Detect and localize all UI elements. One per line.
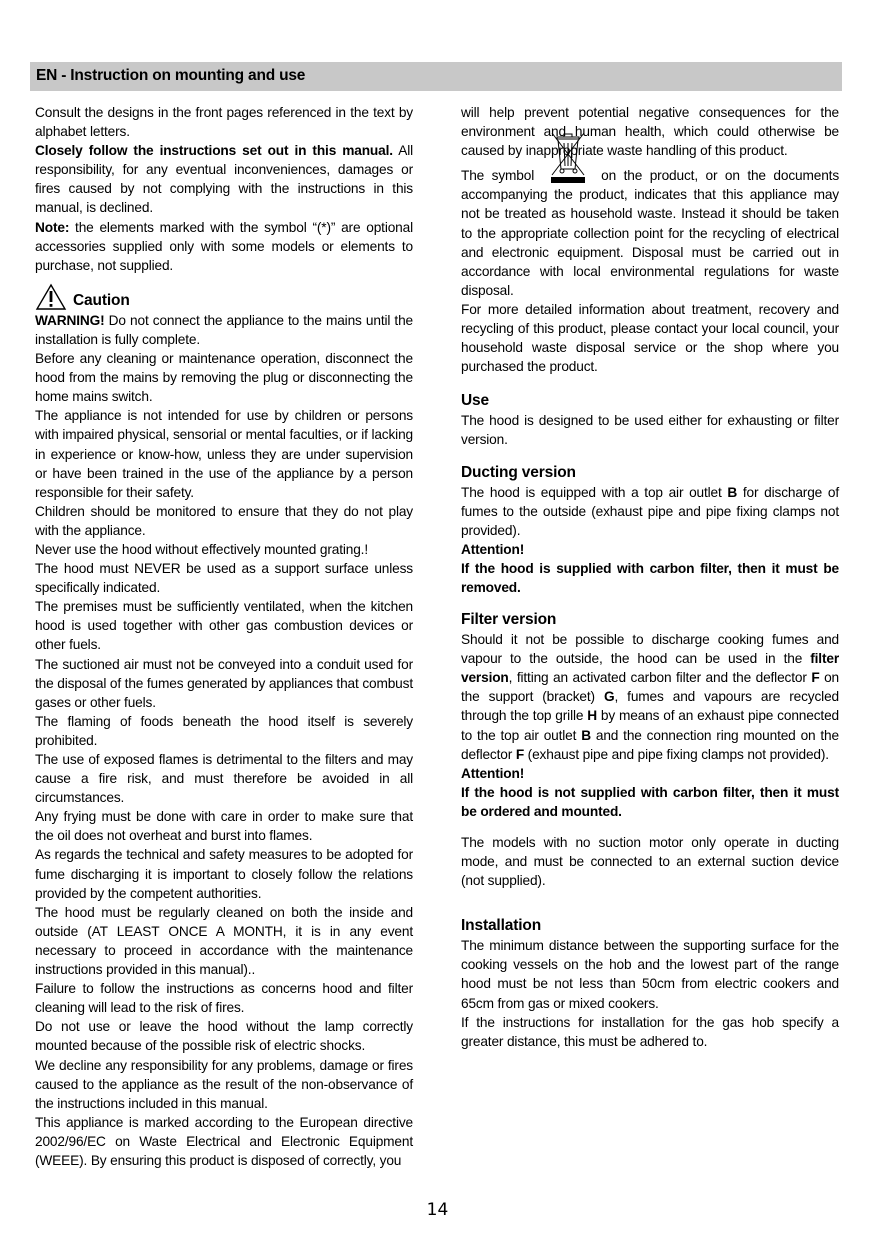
right-column <box>461 103 839 1051</box>
weee-symbol-paragraph: The symbol on the product, or on the documents accompanying the product, indicates that this appliance may not be treated as household waste. Instead it should be taken to the appropriate collection point for the recycling of electrical and electronic equipment. Disposal must be carried out in accordance with local environmental regulations for waste disposal. <box>461 166 839 300</box>
caution-heading <box>35 283 413 311</box>
installation-title: Installation <box>461 917 542 935</box>
safety-paragraph: The hood must be regularly cleaned on both the inside and outside (AT LEAST ONCE A MONTH, it is in any event necessary to proceed in accordance with the maintenance instructions provided in this manual).. <box>35 904 413 978</box>
safety-paragraph: Children should be monitored to ensure that they do not play with the appliance. <box>35 503 413 538</box>
ducting-attention: Attention! <box>461 541 525 557</box>
filter-text: Should it not be possible to discharge cooking fumes and vapour to the outside, the hood can be used in the filter version, fitting an activated carbon filter and the deflector F on the support (bracket) G, fumes and vapours are recycled through the top grille H by means of an exhaust pipe connected to the top air outlet B and the connection ring mounted on the deflector F (exhaust pipe and pipe fixing clamps not provided). <box>461 632 840 762</box>
safety-paragraph: The suctioned air must not be conveyed into a conduit used for the disposal of the fumes generated by appliances that combust gases or other fuels. <box>35 656 413 710</box>
safety-paragraph: As regards the technical and safety measures to be adopted for fume discharging it is important to closely follow the relations provided by the competent authorities. <box>35 847 413 901</box>
safety-paragraph: The flaming of foods beneath the hood itself is severely prohibited. <box>35 713 413 748</box>
safety-paragraph: The use of exposed flames is detrimental to the filters and may cause a fire risk, and must therefore be avoided in all circumstances. <box>35 752 413 806</box>
warning-paragraph: WARNING! Do not connect the appliance to the mains until the installation is fully complete. <box>35 312 413 347</box>
safety-paragraph: Failure to follow the instructions as concerns hood and filter cleaning will lead to the risk of fires. <box>35 981 413 1016</box>
use-title: Use <box>461 392 489 410</box>
installation-text: The minimum distance between the supporting surface for the cooking vessels on the hob and the lowest part of the range hood must be not less than 50cm from electric cookers and 65cm from gas or mixed cookers. <box>461 938 839 1011</box>
safety-paragraph: The appliance is not intended for use by children or persons with impaired physical, sensorial or mental faculties, or if lacking in experience or know-how, unless they are under supervision or have been trained in the use of the appliance by a person responsible for their safety. <box>35 408 413 500</box>
safety-paragraph: Never use the hood without effectively mounted grating.! <box>35 541 368 557</box>
follow-instructions-paragraph: Closely follow the instructions set out in this manual. All responsibility, for any eventual inconveniences, damages or fires caused by not complying with the instructions in this manual, is declined. <box>35 143 413 216</box>
installation-text-2: If the instructions for installation for the gas hob specify a greater distance, this must be adhered to. <box>461 1014 839 1049</box>
warning-triangle-icon <box>35 283 67 311</box>
caution-title: Caution <box>73 291 130 309</box>
filter-attention: Attention! <box>461 765 525 781</box>
crossed-bin-icon <box>548 129 588 185</box>
section-title: EN - Instruction on mounting and use <box>36 67 306 84</box>
note-paragraph: Note: the elements marked with the symbol “(*)” are optional accessories supplied only with some models or elements to purchase, not supplied. <box>35 219 413 273</box>
ducting-text: The hood is equipped with a top air outlet B for discharge of fumes to the outside (exhaust pipe and pipe fixing clamps not provided). <box>461 484 839 538</box>
filter-attention-text: If the hood is not supplied with carbon filter, then it must be ordered and mounted. <box>461 784 839 819</box>
filter-title: Filter version <box>461 611 557 629</box>
safety-paragraph: The premises must be sufficiently ventilated, when the kitchen hood is used together with other gas combustion devices or other fuels. <box>35 599 413 653</box>
safety-paragraph: The hood must NEVER be used as a support surface unless specifically indicated. <box>35 561 413 596</box>
page-number: 14 <box>426 1200 449 1220</box>
ducting-attention-text: If the hood is supplied with carbon filter, then it must be removed. <box>461 560 839 595</box>
safety-paragraph: Any frying must be done with care in order to make sure that the oil does not overheat and burst into flames. <box>35 809 413 844</box>
safety-paragraph: We decline any responsibility for any problems, damage or fires caused to the appliance as the result of the non-observance of the instructions included in this manual. <box>35 1057 413 1111</box>
safety-paragraph: Before any cleaning or maintenance operation, disconnect the hood from the mains by removing the plug or disconnecting the home mains switch. <box>35 351 413 405</box>
weee-paragraph: This appliance is marked according to the European directive 2002/96/EC on Waste Electrical and Electronic Equipment (WEEE). By ensuring this product is disposed of correctly, you <box>35 1114 413 1168</box>
ducting-title: Ducting version <box>461 463 576 481</box>
section-header <box>30 62 842 91</box>
more-info-paragraph: For more detailed information about treatment, recovery and recycling of this product, please contact your local council, your household waste disposal service or the shop where you purchased the product. <box>461 301 839 375</box>
safety-paragraph: Do not use or leave the hood without the lamp correctly mounted because of the possible risk of electric shocks. <box>35 1019 413 1054</box>
models-text: The models with no suction motor only operate in ducting mode, and must be connected to an external suction device (not supplied). <box>461 835 839 889</box>
intro-paragraph: Consult the designs in the front pages referenced in the text by alphabet letters. <box>35 105 413 140</box>
use-text: The hood is designed to be used either for exhausting or filter version. <box>461 413 839 448</box>
left-column <box>35 103 413 1170</box>
weee-continuation-paragraph: will help prevent potential negative consequences for the environment and human health, which could otherwise be caused by inappropriate waste handling of this product. <box>461 105 839 159</box>
